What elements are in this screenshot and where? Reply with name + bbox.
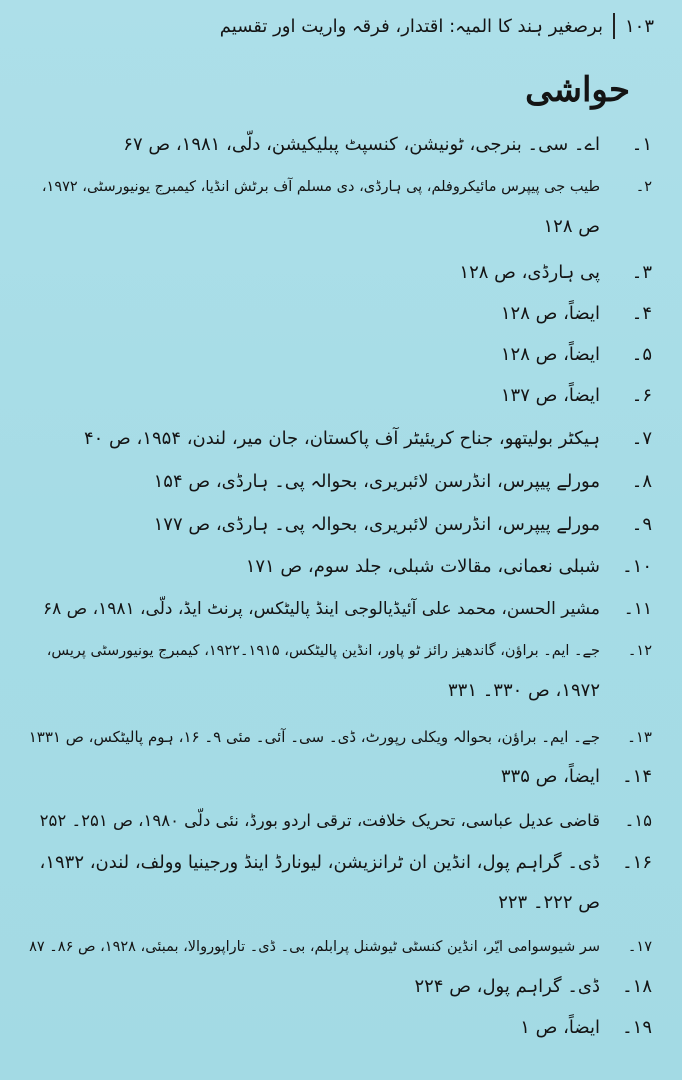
note-number: ۴۔ [631, 303, 652, 324]
note-continuation: ص ۱۲۸ [543, 216, 600, 237]
note-continuation: ۱۹۷۲، ص ۳۳۰۔ ۳۳۱ [448, 680, 600, 701]
note-text: ایضاً، ص ۱۳۷ [500, 385, 600, 406]
note-text: مورلے پیپرس، انڈرسن لائبریری، بحوالہ پی۔ ہارڈی، ص ۱۵۴ [153, 471, 600, 492]
note-number: ۲۔ [635, 179, 652, 195]
note-item [30, 846, 652, 880]
note-number: ۱۹۔ [622, 1017, 652, 1038]
note-item [30, 170, 652, 204]
running-title: برصغیر ہند کا المیہ: اقتدار، فرقہ واریت اور تقسیم [219, 15, 603, 37]
note-number: ۵۔ [631, 344, 652, 365]
note-text: ایضاً، ص ۳۳۵ [500, 766, 600, 787]
running-header [28, 8, 654, 44]
note-text: جے۔ ایم۔ براؤن، گاندھیز رائز ٹو پاور، انڈین پالیٹکس، ۱۹۱۵۔۱۹۲۲، کیمبرج یونیورسٹی پریس، [46, 643, 600, 659]
header-divider [613, 13, 615, 39]
note-text: ڈی۔ گراہم پول، انڈین ان ٹرانزیشن، لیونارڈ اینڈ ورجینیا وولف، لندن، ۱۹۳۲، [39, 852, 600, 873]
note-text: مشیر الحسن، محمد علی آئیڈیالوجی اینڈ پالیٹکس، پرنٹ ایڈ، دلّی، ۱۹۸۱، ص ۶۸ [43, 599, 600, 619]
note-number: ۳۔ [631, 262, 652, 283]
note-text: مورلے پیپرس، انڈرسن لائبریری، بحوالہ پی۔ ہارڈی، ص ۱۷۷ [153, 514, 600, 535]
note-text: پی ہارڈی، ص ۱۲۸ [459, 262, 600, 283]
note-text: ایضاً، ص ۱۲۸ [500, 344, 600, 365]
note-item [30, 1011, 652, 1045]
note-text: جے۔ ایم۔ براؤن، بحوالہ ویکلی رپورٹ، ڈی۔ سی۔ آئی۔ مئی ۹۔ ۱۶، ہوم پالیٹکس، ص ۱۳۳۱ [28, 728, 600, 746]
note-number: ۱۴۔ [622, 766, 652, 787]
note-number: ۱۱۔ [623, 599, 652, 619]
note-number: ۱۔ [631, 134, 652, 155]
note-number: ۱۸۔ [622, 976, 652, 997]
note-text: طیب جی پیپرس مائیکروفلم، پی ہارڈی، دی مسلم آف برٹش انڈیا، کیمبرج یونیورسٹی، ۱۹۷۲، [41, 179, 600, 195]
note-item [30, 338, 652, 372]
note-text: شبلی نعمانی، مقالات شبلی، جلد سوم، ص ۱۷۱ [245, 556, 600, 577]
note-text: ڈی۔ گراہم پول، ص ۲۲۴ [414, 976, 600, 997]
note-text: قاضی عدیل عباسی، تحریک خلافت، ترقی اردو بورڈ، نئی دلّی ۱۹۸۰، ص ۲۵۱۔ ۲۵۲ [39, 811, 600, 830]
note-number: ۱۳۔ [627, 728, 652, 746]
note-item [30, 760, 652, 794]
note-number: ۱۲۔ [627, 643, 652, 659]
note-text: ایضاً، ص ۱ [520, 1017, 600, 1038]
note-text: ہیکٹر بولیتھو، جناح کریئیٹر آف پاکستان، جان میر، لندن، ۱۹۵۴، ص ۴۰ [83, 428, 600, 449]
note-item [30, 379, 652, 413]
note-number: ۱۵۔ [624, 811, 652, 830]
note-item [30, 804, 652, 838]
note-text: سر شیوسوامی ایّر، انڈین کنسٹی ٹیوشنل پرابلم، بی۔ ڈی۔ تاراپوروالا، بمبئی، ۱۹۲۸، ص ۸۶۔ ۸۷ [29, 939, 600, 955]
note-item [30, 422, 652, 456]
note-item [30, 465, 652, 499]
note-number: ۱۷۔ [627, 939, 652, 955]
note-item [30, 634, 652, 668]
note-number: ۱۰۔ [622, 556, 652, 577]
note-item [30, 550, 652, 584]
note-item [30, 508, 652, 542]
note-item [30, 128, 652, 162]
note-number: ۶۔ [631, 385, 652, 406]
note-number: ۱۶۔ [622, 852, 652, 873]
note-number: ۷۔ [631, 428, 652, 449]
note-item [30, 256, 652, 290]
note-item [30, 592, 652, 626]
note-item [30, 970, 652, 1004]
note-text: ایضاً، ص ۱۲۸ [500, 303, 600, 324]
note-item [30, 720, 652, 754]
note-number: ۹۔ [631, 514, 652, 535]
page-number: ۱۰۳ [624, 15, 654, 37]
note-item [30, 297, 652, 331]
note-continuation: ص ۲۲۲۔ ۲۲۳ [498, 892, 600, 913]
section-title: حواشی [525, 70, 630, 110]
note-item [30, 930, 652, 964]
note-text: اے۔ سی۔ بنرجی، ٹونیشن، کنسپٹ پبلیکیشن، دلّی، ۱۹۸۱، ص ۶۷ [123, 134, 600, 155]
note-number: ۸۔ [631, 471, 652, 492]
